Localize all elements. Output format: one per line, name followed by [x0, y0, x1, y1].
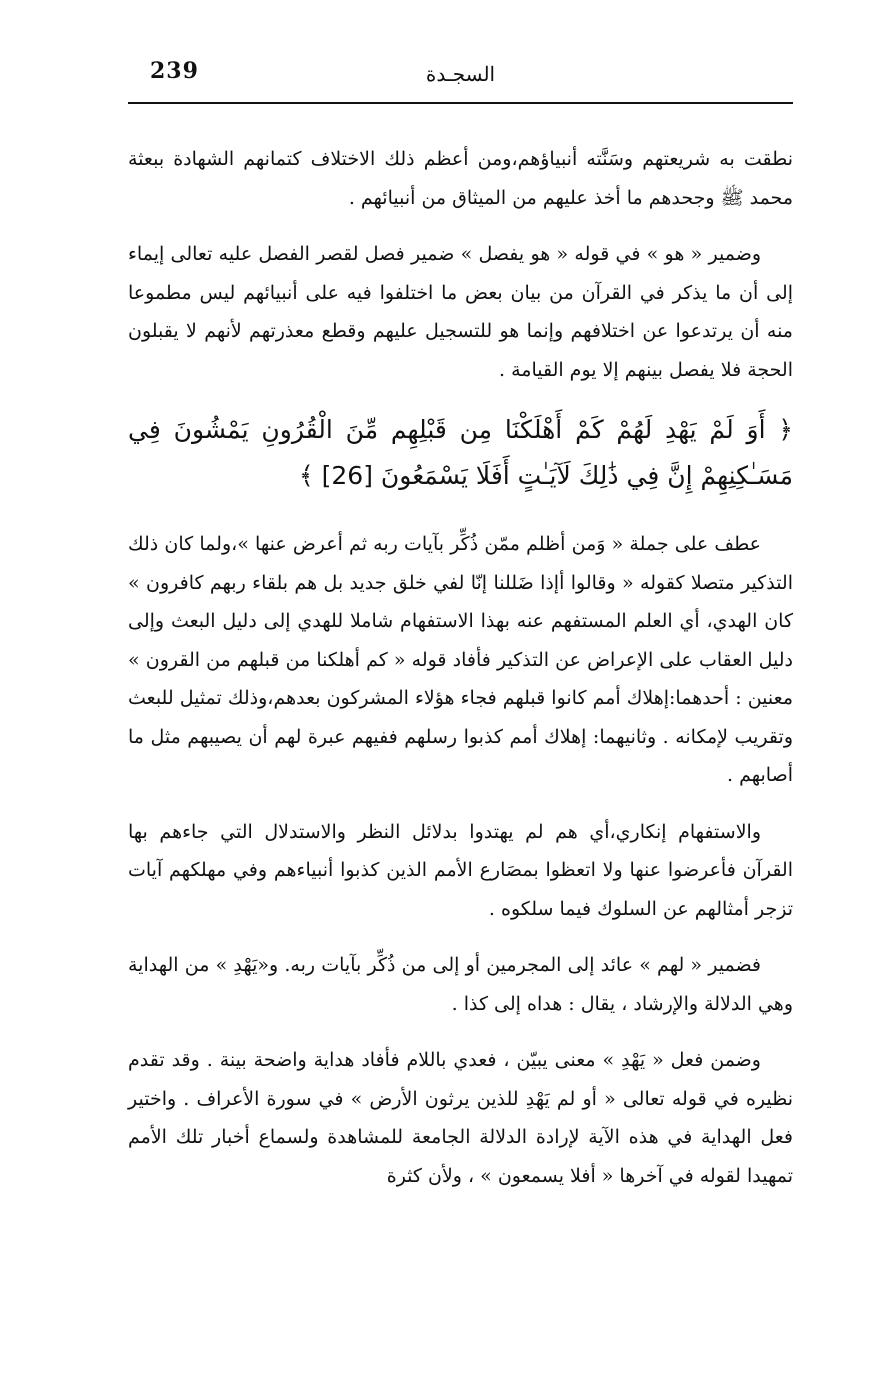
- paragraph-1: نطقت به شريعتهم وسَنَّته أنبياؤهم،ومن أعظم ذلك الاختلاف كتمانهم الشهادة ببعثة محمد ﷺ وجحدهم ما أخذ عليهم من الميثاق من أنبيائهم .: [128, 148, 793, 209]
- paragraph-2: وضمير « هو » في قوله « هو يفصل » ضمير فصل لقصر الفصل عليه تعالى إيماء إلى أن ما يذكر في القرآن من بيان بعض ما اختلفوا فيه على أنبيائهم ليس مطموعا منه أن يرتدعوا عن اختلافهم وإنما هو للتسجيل عليهم وقطع معذرتهم لأنهم لا يقبلون الحجة فلا يفصل بينهم إلا يوم القيامة .: [128, 243, 793, 381]
- paragraph-5: فضمير « لهم » عائد إلى المجرمين أو إلى من ذُكِّر بآيات ربه. و«يَهْدِ » من الهداية وهي الدلالة والإرشاد ، يقال : هداه إلى كذا .: [128, 954, 793, 1015]
- paragraph-6: وضمن فعل « يَهْدِ » معنى يبيّن ، فعدي باللام فأفاد هداية واضحة بينة . وقد تقدم نظيره في قوله تعالى « أو لم يَهْدِ للذين يرثون الأرض » في سورة الأعراف . واختير فعل الهداية في هذه الآية لإرادة الدلالة الجامعة للمشاهدة ولسماع أخبار تلك الأمم تمهيدا لقوله في آخرها « أفلا يسمعون » ، ولأن كثرة: [128, 1049, 793, 1187]
- page-number: 239: [150, 58, 199, 84]
- paragraph-3: عطف على جملة « وَمن أظلم ممّن ذُكِّر بآيات ربه ثم أعرض عنها »،ولما كان ذلك التذكير متصلا كقوله « وقالوا أإذا ضَللنا إنّا لفي خلق جديد بل هم بلقاء ربهم كافرون » كان الهدي، أي العلم المستفهم عنه بهذا الاستفهام شاملا للهدي إلى دليل البعث وإلى دليل العقاب على الإعراض عن التذكير فأفاد قوله « كم أهلكنا من قبلهم من القرون » معنين : أحدهما:إهلاك أمم كانوا قبلهم فجاء هؤلاء المشركون بعدهم،وذلك تمثيل للبعث وتقريب لإمكانه . وثانيهما: إهلاك أمم كذبوا رسلهم ففيهم عبرة لهم أن يصيبهم مثل ما أصابهم .: [128, 533, 793, 786]
- running-title: السجـدة: [425, 62, 496, 86]
- page-header: [128, 52, 793, 104]
- paragraph-4: والاستفهام إنكاري،أي هم لم يهتدوا بدلائل النظر والاستدلال التي جاءهم بها القرآن فأعرضوا عنها ولا اتعظوا بمصَارع الأمم الذين كذبوا أنبياءهم وفي مهلكهم آيات تزجر أمثالهم عن السلوك فيما سلكوه .: [128, 820, 793, 920]
- quran-verse: ﴿ أَوَ لَمْ يَهْدِ لَهُمْ كَمْ أَهْلَكْنَا مِن قَبْلِهِم مِّنَ الْقُرُونِ يَمْشُونَ فِي مَسَـٰكِنِهِمْ إِنَّ فِي ذَٰلِكَ لَآيَـٰتٍ أَفَلَا يَسْمَعُونَ [26] ﴾: [128, 415, 793, 490]
- page-body: [128, 140, 793, 1213]
